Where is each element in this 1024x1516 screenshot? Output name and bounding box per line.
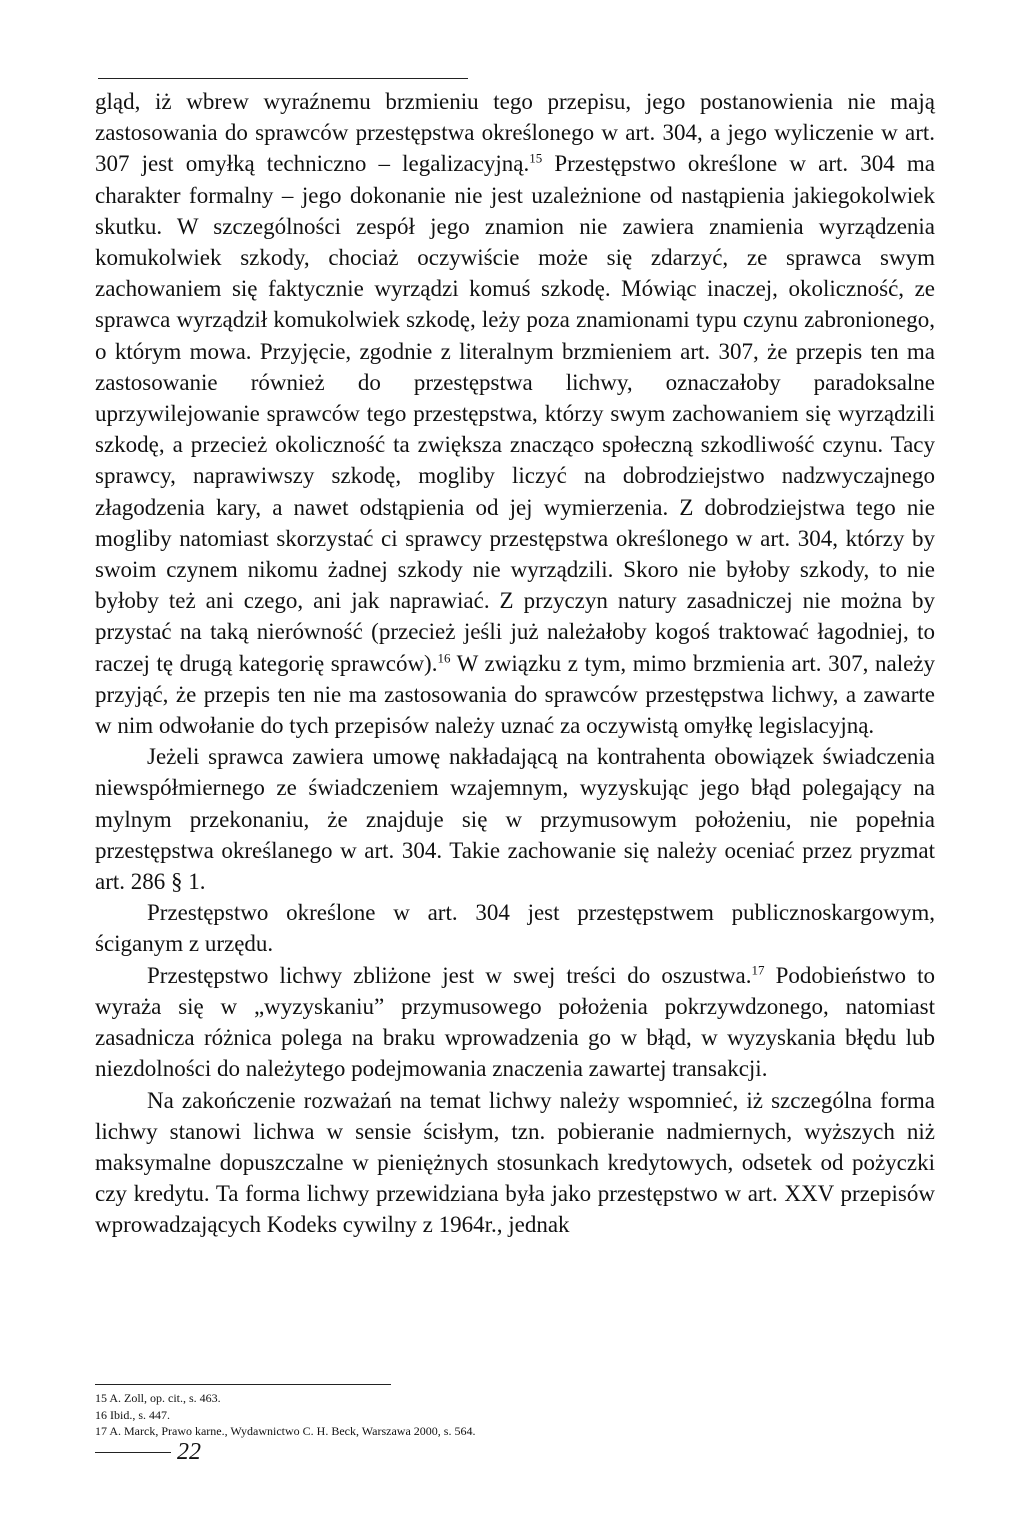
paragraph-text: Na zakończenie rozważań na temat lichwy należy wspomnieć, iż szczególna forma lichwy stanowi lichwa w sensie ścisłym, tzn. pobieranie nadmiernych, wyższych niż maksymalne dopuszczalne w pieniężnych stosunkach kredytowych, odsetek od pożyczki czy kredytu. Ta forma lichwy przewidziana była jako przestępstwo w art. XXV przepisów wprowadzających Kodeks cywilny z 1964r., jednak: [95, 1087, 935, 1238]
paragraph-5: [95, 1085, 935, 1241]
paragraph-4: [95, 960, 935, 1085]
footnote-ref-16: 16: [437, 650, 451, 665]
paragraph-1: [95, 86, 935, 741]
paragraph-text: Podobieństwo to wyraża się w „wyzyskaniu” przymusowego położenia pokrzywdzonego, natomiast zasadnicza różnica polega na braku wprowadzenia go w błąd, w wyzyskania błędu lub niezdolności do należytego podejmowania znaczenia zawartej transakcji.: [95, 962, 935, 1082]
paragraph-text: Przestępstwo lichwy zbliżone jest w swej treści do oszustwa.: [147, 962, 752, 988]
footnotes: [95, 1390, 795, 1440]
footnote-separator: [95, 1384, 391, 1385]
footnote-17: 17 A. Marck, Prawo karne., Wydawnictwo C. H. Beck, Warszawa 2000, s. 564.: [95, 1424, 476, 1438]
footnote-16: 16 Ibid., s. 447.: [95, 1407, 170, 1422]
paragraph-text: W związku z tym, mimo brzmienia art. 307, należy przyjąć, że przepis ten nie ma zastosowania do sprawców przestępstwa lichwy, a zawarte w nim odwołanie do tych przepisów należy uznać za oczywistą omyłkę legislacyjną.: [95, 650, 935, 739]
footnote-ref-17: 17: [751, 962, 765, 978]
top-rule: [98, 78, 468, 79]
footnote-15: 15 A. Zoll, op. cit., s. 463.: [95, 1391, 221, 1405]
paragraph-text: Przestępstwo określone w art. 304 ma charakter formalny – jego dokonanie nie jest uzależnione od nastąpienia jakiegokolwiek skutku. W szczególności zespół jego znamion nie zawiera znamienia wyrządzenia komukolwiek szkody, chociaż oczywiście może się zdarzyć, ze sprawca swym zachowaniem się faktycznie wyrządzi komuś szkodę. Mówiąc inaczej, okoliczność, ze sprawca wyrządził komukolwiek szkodę, leży poza znamionami typu czynu zabronionego, o którym mowa. Przyjęcie, zgodnie z literalnym brzmieniem art. 307, że przepis ten ma zastosowanie również do przestępstwa lichwy, oznaczałoby paradoksalne uprzywilejowanie sprawców tego przestępstwa, którzy swym zachowaniem się wyrządzili szkodę, a przecież okoliczność ta zwiększa znacząco społeczną szkodliwość czynu. Tacy sprawcy, naprawiwszy szkodę, mogliby liczyć na dobrodziejstwo nadzwyczajnego złagodzenia kary, a nawet odstąpienia od jej wymierzenia. Z dobrodziejstwa tego nie mogliby natomiast skorzystać ci sprawcy przestępstwa określonego w art. 304, którzy by swoim czynem nikomu żadnej szkody nie wyrządzili. Skoro nie byłoby szkody, to nie byłoby też ani czego, ani jak naprawiać. Z przyczyn natury zasadniczej nie można by przystać na taką nierówność (przecież jeśli już należałoby kogoś traktować łagodniej, to raczej tę drugą kategorię sprawców).: [95, 151, 935, 676]
paragraph-text: Przestępstwo określone w art. 304 jest przestępstwem publicznoskargowym, ściganym z urzędu.: [95, 900, 935, 957]
page-number: 22: [177, 1438, 201, 1465]
paragraph-text: Jeżeli sprawca zawiera umowę nakładającą na kontrahenta obowiązek świadczenia niewspółmiernego ze świadczeniem wzajemnym, wyzyskując jego błąd polegający na mylnym przekonaniu, że znajduje się w przymusowym położeniu, nie popełnia przestępstwa określanego w art. 304. Takie zachowanie się należy oceniać przez pryzmat art. 286 § 1.: [95, 744, 935, 895]
page-number-dash: [95, 1452, 171, 1453]
paragraph-3: [95, 897, 935, 959]
paragraph-text: gląd, iż wbrew wyraźnemu brzmieniu tego przepisu, jego postanowienia nie mają zastosowania do sprawców przestępstwa określonego w art. 304, a jego wyliczenie w art. 307 jest omyłką techniczno – legalizacyjną.: [95, 89, 935, 177]
footnote-ref-15: 15: [529, 150, 543, 166]
page-footer: [95, 1438, 201, 1466]
paragraph-2: [95, 741, 935, 897]
body-text: [95, 86, 935, 1241]
